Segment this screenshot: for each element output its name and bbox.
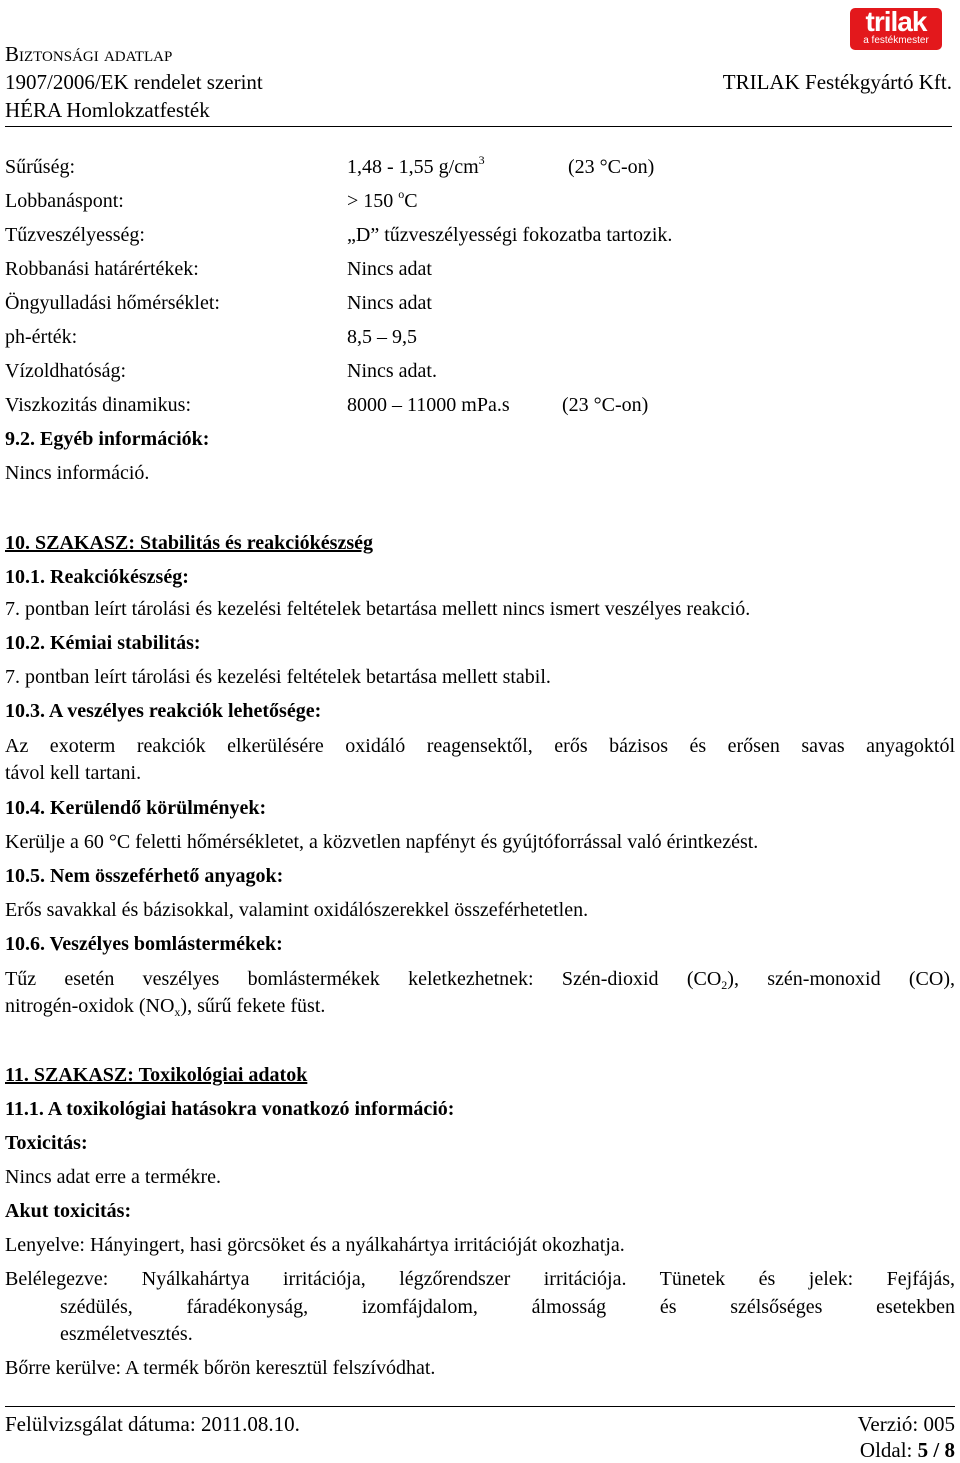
product-name: HÉRA Homlokzatfesték	[5, 98, 210, 122]
inhale-text-end: eszméletvesztés.	[60, 1323, 193, 1345]
prop-value: Nincs adat.	[347, 360, 437, 382]
page-number	[858, 1437, 955, 1463]
inhale-text-cont: szédülés, fáradékonyság, izomfájdalom, álmosság és szélsőséges esetekben	[60, 1296, 955, 1318]
prop-value: 8,5 – 9,5	[347, 326, 417, 348]
section-10-4-heading: 10.4. Kerülendő körülmények:	[5, 797, 267, 819]
subscript: x	[174, 1005, 181, 1019]
prop-sup: 3	[478, 153, 485, 167]
skin-text: Bőrre kerülve: A termék bőrön keresztül felszívódhat.	[5, 1357, 436, 1379]
review-date: Felülvizsgálat dátuma: 2011.08.10.	[5, 1412, 300, 1436]
section-10-6-text-cont	[5, 993, 325, 1019]
toxicity-text: Nincs adat erre a termékre.	[5, 1166, 221, 1188]
prop-label: Viszkozitás dinamikus:	[5, 394, 191, 416]
inhale-text: Belélegezve: Nyálkahártya irritációja, légzőrendszer irritációja. Tünetek és jelek: Fejfájás,	[5, 1268, 955, 1290]
section-10-6-text	[5, 966, 955, 992]
page-footer	[5, 1406, 955, 1462]
section-10-2-heading: 10.2. Kémiai stabilitás:	[5, 632, 201, 654]
section-10-6-heading: 10.6. Veszélyes bomlástermékek:	[5, 933, 283, 955]
prop-value	[347, 154, 485, 180]
prop-label: Tűzveszélyesség:	[5, 224, 145, 246]
prop-note: (23 °C-on)	[568, 156, 655, 178]
text-part: nitrogén-oxidok (NO	[5, 995, 175, 1017]
toxicity-heading: Toxicitás:	[5, 1132, 88, 1154]
prop-label: Öngyulladási hőmérséklet:	[5, 292, 220, 314]
prop-value: 8000 – 11000 mPa.s	[347, 394, 510, 416]
company-name: TRILAK Festékgyártó Kft.	[722, 70, 952, 94]
logo-tagline: a festékmester	[863, 35, 929, 46]
section-9-2-text: Nincs információ.	[5, 462, 150, 484]
prop-label: Vízoldhatóság:	[5, 360, 127, 382]
section-10-1-heading: 10.1. Reakciókészség:	[5, 566, 189, 588]
footer-right	[858, 1411, 955, 1463]
section-10-5-text: Erős savakkal és bázisokkal, valamint oxidálószerekkel összeférhetetlen.	[5, 899, 589, 921]
section-10-title: 10. SZAKASZ: Stabilitás és reakciókészség	[5, 532, 373, 554]
prop-value: Nincs adat	[347, 292, 432, 314]
prop-value-unit: C	[404, 190, 418, 212]
section-9-2-heading: 9.2. Egyéb információk:	[5, 428, 210, 450]
section-10-4-text: Kerülje a 60 °C feletti hőmérsékletet, a közvetlen napfényt és gyújtóforrással való érintkezést.	[5, 831, 759, 853]
prop-value: Nincs adat	[347, 258, 432, 280]
version: Verzió: 005	[857, 1412, 955, 1436]
prop-label: Sűrűség:	[5, 156, 75, 178]
acute-toxicity-heading: Akut toxicitás:	[5, 1200, 132, 1222]
prop-note: (23 °C-on)	[562, 394, 649, 416]
text-part: ), sűrű fekete füst.	[180, 995, 326, 1017]
prop-value-text: 1,48 - 1,55 g/cm	[347, 156, 479, 178]
page-header	[5, 40, 952, 127]
section-10-3-text-cont: távol kell tartani.	[5, 762, 142, 784]
doc-type: Biztonsági adatlap	[5, 42, 173, 66]
prop-label: ph-érték:	[5, 326, 78, 348]
section-11-title: 11. SZAKASZ: Toxikológiai adatok	[5, 1064, 308, 1086]
section-11-1-heading: 11.1. A toxikológiai hatásokra vonatkozó információ:	[5, 1098, 455, 1120]
text-part: Tűz esetén veszélyes bomlástermékek keletkezhetnek: Szén-dioxid (CO	[5, 968, 722, 990]
section-10-2-text: 7. pontban leírt tárolási és kezelési feltételek betartása mellett stabil.	[5, 666, 551, 688]
page-label: Oldal:	[859, 1438, 913, 1462]
section-10-3-text: Az exoterm reakciók elkerülésére oxidáló reagensektől, erős bázisos és erősen savas anyagoktól	[5, 735, 955, 757]
prop-sup: o	[398, 187, 405, 201]
logo-word: trilak	[865, 6, 927, 37]
page-num: 5 / 8	[917, 1438, 955, 1462]
trilak-logo	[850, 8, 942, 50]
prop-value: „D” tűzveszélyességi fokozatba tartozik.	[347, 224, 673, 246]
prop-label: Lobbanáspont:	[5, 190, 124, 212]
subscript: 2	[721, 978, 728, 992]
prop-value-text: > 150	[347, 190, 399, 212]
text-part: ), szén-monoxid (CO),	[727, 968, 955, 990]
section-10-1-text: 7. pontban leírt tárolási és kezelési feltételek betartása mellett nincs ismert veszélyes reakció.	[5, 598, 751, 620]
section-10-5-heading: 10.5. Nem összeférhető anyagok:	[5, 865, 284, 887]
section-10-3-heading: 10.3. A veszélyes reakciók lehetősége:	[5, 700, 322, 722]
regulation: 1907/2006/EK rendelet szerint	[5, 70, 263, 94]
prop-label: Robbanási határértékek:	[5, 258, 199, 280]
swallow-text: Lenyelve: Hányingert, hasi görcsöket és a nyálkahártya irritációját okozhatja.	[5, 1234, 625, 1256]
prop-value	[347, 188, 418, 214]
header-left	[5, 40, 263, 124]
